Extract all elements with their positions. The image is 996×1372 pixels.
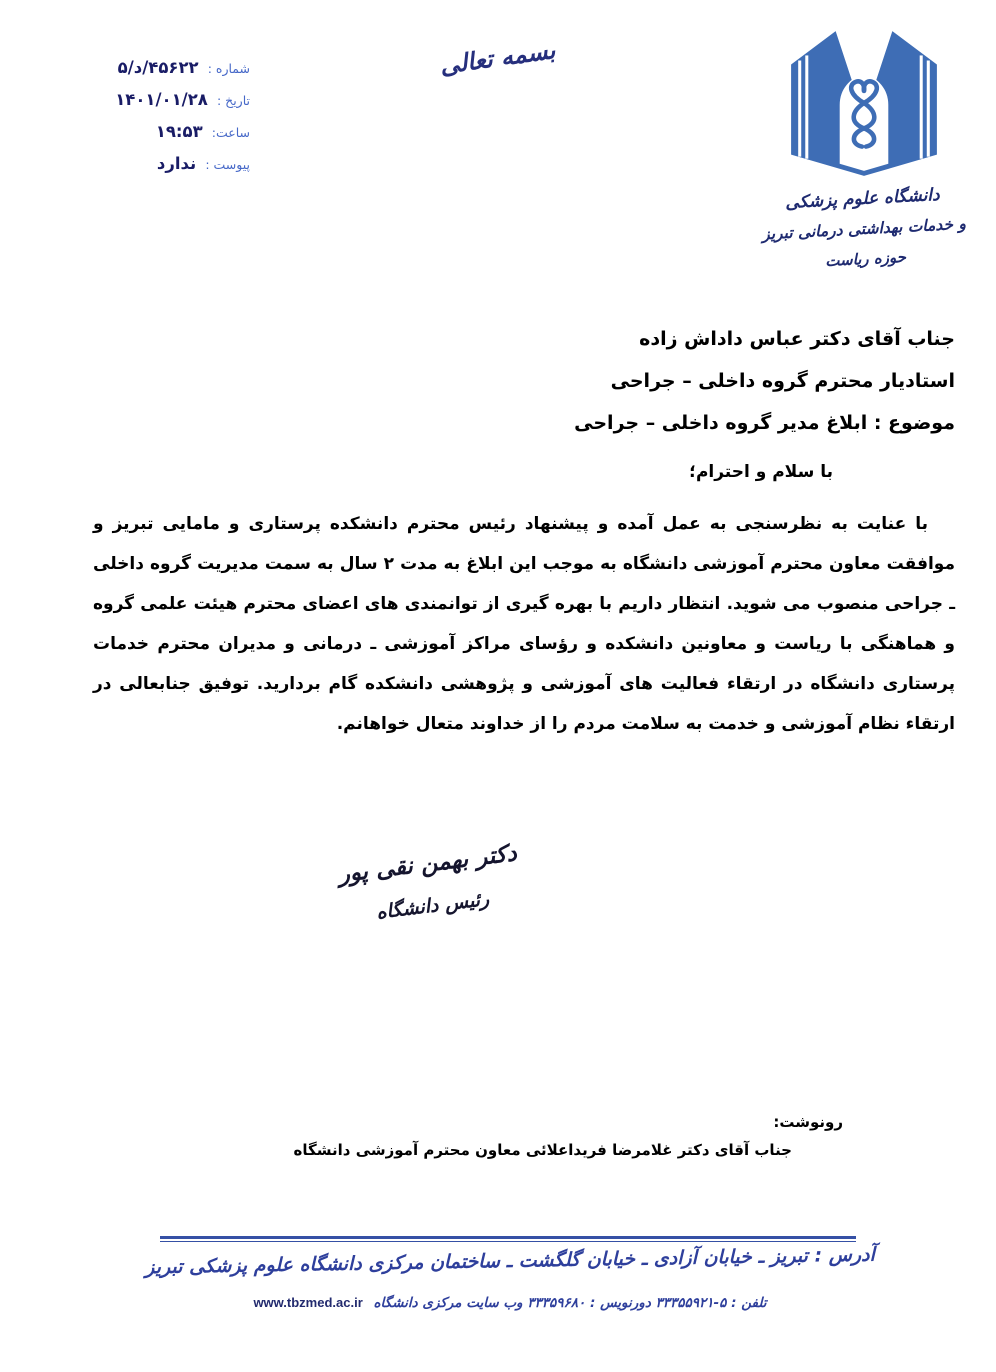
signer-name: دکتر بهمن نقی پور [337, 840, 519, 888]
footer-address: آدرس : تبریز ـ خیابان آزادی ـ خیابان گلگشت ـ ساختمان مرکزی دانشگاه علوم پزشکی تبریز [145, 1243, 875, 1279]
meta-attachment [0, 152, 250, 177]
recipient-name: جناب آقای دکتر عباس داداش زاده [639, 328, 955, 350]
salutation: با سلام و احترام؛ [689, 462, 833, 482]
meta-time [0, 120, 250, 145]
footer-contacts [140, 1295, 880, 1311]
number-label: شماره : [207, 61, 250, 76]
time-value: ۱۹:۵۳ [155, 122, 203, 141]
number-value: ۵/د/۴۵۶۲۲ [117, 58, 199, 77]
cc-label: رونوشت: [773, 1113, 843, 1131]
letter-metadata [0, 56, 250, 184]
footer-phone-text: تلفن : ۵-۳۳۳۵۵۹۲۱ دورنویس : ۳۳۳۵۹۶۸۰ وب سایت مرکزی دانشگاه [373, 1295, 767, 1311]
footer-divider [160, 1236, 856, 1242]
meta-date [0, 88, 250, 113]
org-name-block [746, 178, 982, 280]
letter-subject: موضوع : ابلاغ مدیر گروه داخلی – جراحی [574, 412, 955, 434]
attachment-value: ندارد [156, 154, 197, 173]
university-logo-icon [783, 26, 945, 176]
footer-website: www.tbzmed.ac.ir [253, 1295, 363, 1310]
meta-number [0, 56, 250, 81]
signer-title: رئیس دانشگاه [375, 888, 491, 924]
attachment-label: پیوست : [205, 157, 250, 172]
recipient-title: استادیار محترم گروه داخلی – جراحی [610, 370, 955, 392]
date-value: ۱۴۰۱/۰۱/۲۸ [115, 90, 208, 109]
date-label: تاریخ : [216, 93, 250, 108]
recipient-block [574, 318, 955, 444]
signature-block [281, 825, 579, 944]
besmellah-text: بسمه تعالی [438, 36, 557, 80]
cc-recipient: جناب آقای دکتر غلامرضا فریداعلائی معاون محترم آموزشی دانشگاه [293, 1141, 792, 1159]
university-header [748, 26, 980, 274]
org-name-line3: حوزه ریاست [824, 247, 907, 271]
org-name-line1: دانشگاه علوم پزشکی [784, 185, 941, 214]
time-label: ساعت: [211, 125, 250, 140]
letter-body: با عنایت به نظرسنجی به عمل آمده و پیشنهاد رئیس محترم دانشکده پرستاری و مامایی تبریز و موافقت معاون محترم آموزشی دانشگاه به موجب این ابلاغ به مدت ۲ سال به سمت مدیریت گروه داخلی ـ جراحی منصوب می شوید. انتظار داریم با بهره گیری از توانمندی های اعضای محترم هیئت علمی گروه و هماهنگی با ریاست و معاونین دانشکده و رؤسای مراکز آموزشی ـ درمانی و مدیران محترم خدمات پرستاری دانشگاه در ارتقاء فعالیت های آموزشی و پژوهشی دانشکده گام بردارید. توفیق جنابعالی در ارتقاء نظام آموزشی و خدمت به سلامت مردم را از خداوند متعال خواهانم. [93, 514, 955, 734]
org-name-line2: و خدمات بهداشتی درمانی تبریز [761, 214, 967, 244]
